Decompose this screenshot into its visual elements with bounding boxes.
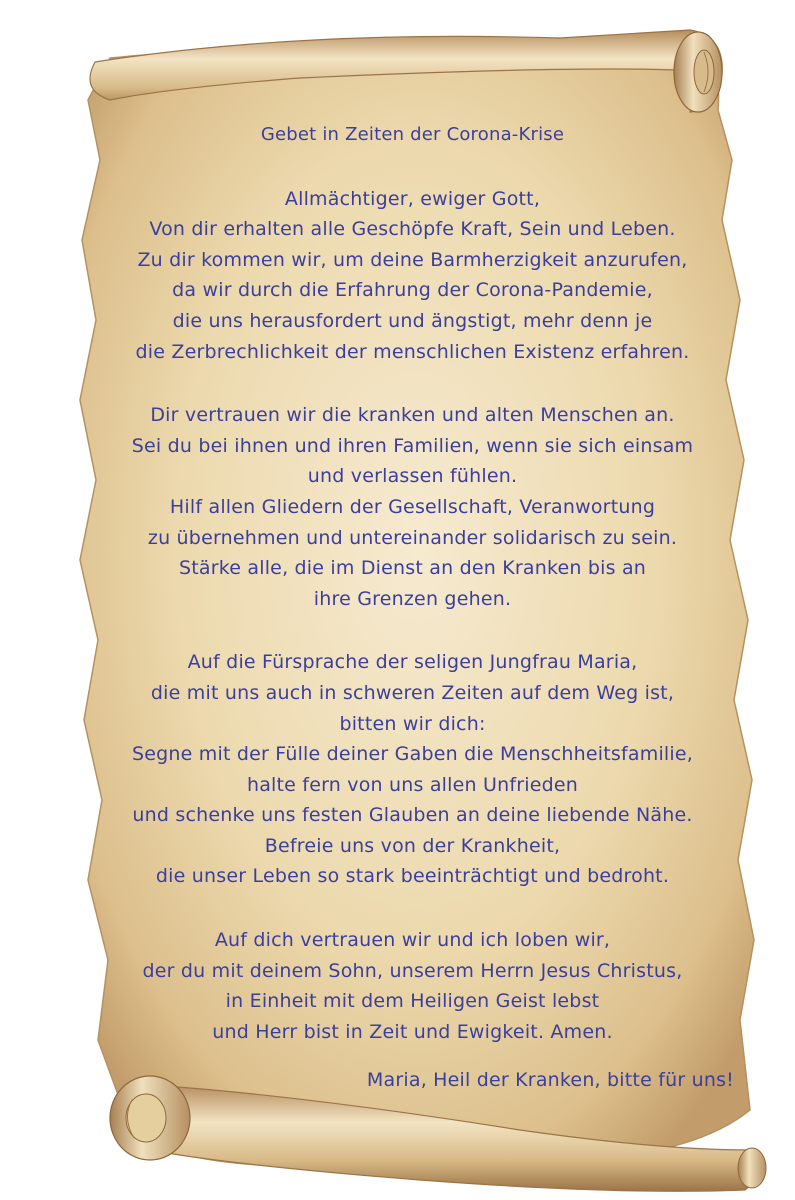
prayer-line: Auf die Fürsprache der seligen Jungfrau Maria, bbox=[187, 651, 638, 674]
prayer-line: Stärke alle, die im Dienst an den Kranken bis an bbox=[178, 557, 647, 580]
stanza-4 bbox=[95, 925, 730, 1047]
prayer-line: ihre Grenzen gehen. bbox=[313, 587, 512, 610]
prayer-line: Auf dich vertrauen wir und ich loben wir, bbox=[214, 929, 611, 952]
prayer-line: und schenke uns festen Glauben an deine liebende Nähe. bbox=[132, 804, 693, 827]
stanza-3 bbox=[95, 647, 730, 892]
prayer-line: Zu dir kommen wir, um deine Barmherzigkeit anzurufen, bbox=[137, 248, 688, 271]
prayer-line: da wir durch die Erfahrung der Corona-Pandemie, bbox=[172, 279, 653, 302]
stanza-2 bbox=[95, 400, 730, 614]
prayer-line: der du mit deinem Sohn, unserem Herrn Jesus Christus, bbox=[142, 959, 683, 982]
closing-line: Maria, Heil der Kranken, bitte für uns! bbox=[366, 1069, 734, 1092]
prayer-line: Sei du bei ihnen und ihren Familien, wenn sie sich einsam bbox=[131, 434, 694, 457]
prayer-line: die Zerbrechlichkeit der menschlichen Existenz erfahren. bbox=[135, 340, 690, 363]
prayer-line: Von dir erhalten alle Geschöpfe Kraft, Sein und Leben. bbox=[149, 218, 676, 241]
prayer-line: zu übernehmen und untereinander solidarisch zu sein. bbox=[147, 526, 678, 549]
stanza-1 bbox=[95, 184, 730, 368]
prayer-line: in Einheit mit dem Heiligen Geist lebst bbox=[225, 990, 600, 1013]
prayer-text bbox=[95, 120, 734, 1096]
prayer-line: Befreie uns von der Krankheit, bbox=[264, 834, 561, 857]
prayer-title: Gebet in Zeiten der Corona-Krise bbox=[260, 124, 565, 145]
prayer-line: Allmächtiger, ewiger Gott, bbox=[284, 187, 541, 210]
prayer-line: und Herr bist in Zeit und Ewigkeit. Amen. bbox=[212, 1020, 613, 1043]
prayer-line: die mit uns auch in schweren Zeiten auf dem Weg ist, bbox=[150, 681, 675, 704]
prayer-line: Dir vertrauen wir die kranken und alten Menschen an. bbox=[150, 404, 675, 427]
prayer-line: die uns herausfordert und ängstigt, mehr denn je bbox=[172, 309, 653, 332]
prayer-line: Hilf allen Gliedern der Gesellschaft, Veranwortung bbox=[169, 495, 656, 518]
prayer-line: die unser Leben so stark beeinträchtigt und bedroht. bbox=[155, 865, 670, 888]
prayer-line: bitten wir dich: bbox=[339, 712, 486, 735]
prayer-line: Segne mit der Fülle deiner Gaben die Menschheitsfamilie, bbox=[131, 743, 694, 766]
prayer-line: und verlassen fühlen. bbox=[307, 465, 518, 488]
prayer-line: halte fern von uns allen Unfrieden bbox=[246, 773, 579, 796]
